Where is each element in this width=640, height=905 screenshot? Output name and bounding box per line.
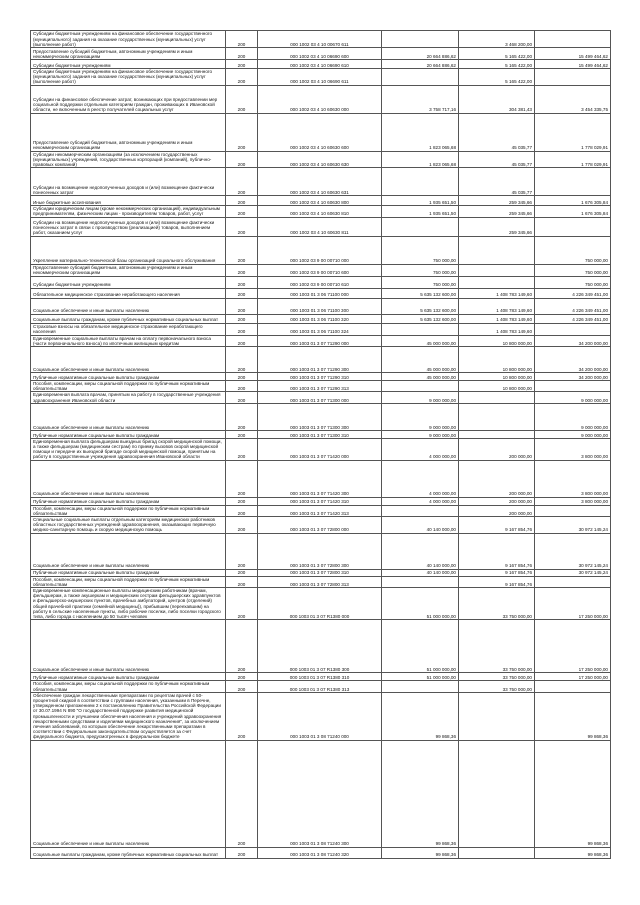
table-row — [31, 31, 611, 48]
row-kbk-code: 000 1002 03 4 10 60630 800 — [258, 196, 382, 206]
table-row — [31, 196, 611, 206]
row-code: 200 — [226, 151, 258, 168]
row-code: 200 — [226, 373, 258, 381]
row-name: Субсидии некоммерческим организациям (за исключением государственных (муниципальных) учреждений, государственных корпораций (компаний), публично-правовых компаний) — [31, 151, 226, 168]
row-name: Субсидии на возмещение недополученных доходов и (или) возмещение фактически понесенных затрат в связи с производством (реализацией) товаров, выполнением работ, оказанием услуг — [31, 217, 226, 236]
row-kbk-code: 000 1003 01 3 07 71420 300 — [258, 460, 382, 497]
row-unexecuted-amount: 15 499 464,62 — [535, 60, 611, 69]
row-approved-amount: 51 000 000,00 — [382, 588, 459, 620]
row-approved-amount — [382, 168, 459, 196]
table-row — [31, 314, 611, 323]
row-code: 200 — [226, 323, 258, 335]
row-name: Обеспечение граждан лекарственными препаратами по рецептам врачей с 50-процентной скидкой в соответствии с группами населения, указанными в Перечне, утвержденном приложением 2 к постановлению Правительства Российской Федерации от 30.07.1994 N 890 "О государственной поддержке развития медицинской промышленности и улучшении обеспечения населения и учреждений здравоохранения лекарственными средствами и изделиями медицинского назначения", за исключением лечения заболеваний, по которым обеспечение лекарственными препаратами в соответствии с Федеральным законодательством осуществляется за счет федерального бюджета, предусмотренных в федеральном бюджете — [31, 692, 226, 740]
row-unexecuted-amount: 1 778 029,91 — [535, 151, 611, 168]
row-kbk-code: 000 1002 03 4 10 06690 611 — [258, 69, 382, 86]
row-name: Иные бюджетные ассигнования — [31, 196, 226, 206]
row-executed-amount — [459, 276, 535, 288]
row-approved-amount: 20 664 886,62 — [382, 48, 459, 60]
row-name: Социальное обеспечение и иные выплаты населению — [31, 533, 226, 569]
row-unexecuted-amount: 1 676 305,84 — [535, 196, 611, 206]
row-approved-amount: 1 823 065,68 — [382, 113, 459, 151]
row-code: 200 — [226, 460, 258, 497]
table-body — [31, 31, 611, 859]
row-kbk-code: 000 1002 03 9 00 00710 600 — [258, 264, 382, 276]
row-code: 200 — [226, 314, 258, 323]
row-executed-amount: 259 345,66 — [459, 217, 535, 236]
row-unexecuted-amount: 750 000,00 — [535, 276, 611, 288]
table-row — [31, 403, 611, 430]
row-kbk-code: 000 1003 01 3 08 71240 000 — [258, 692, 382, 740]
row-code: 200 — [226, 69, 258, 86]
row-approved-amount: 9 000 000,00 — [382, 430, 459, 438]
row-name: Единовременная выплата фельдшерам выездных бригад скорой медицинской помощи, а также фельдшерам (медицинским сестрам) по приему вызовов скорой медицинской помощи и передаче их выездной бригаде скорой медицинской помощи, принятым на работу в государственные учреждения здравоохранения Ивановской области — [31, 438, 226, 460]
row-unexecuted-amount: 34 200 000,00 — [535, 347, 611, 373]
table-row — [31, 335, 611, 346]
row-kbk-code: 000 1003 01 3 08 71240 320 — [258, 847, 382, 858]
row-approved-amount — [382, 681, 459, 692]
row-executed-amount — [459, 740, 535, 847]
row-code: 200 — [226, 438, 258, 460]
row-unexecuted-amount: 3 454 335,75 — [535, 85, 611, 113]
table-row — [31, 505, 611, 516]
row-code: 200 — [226, 588, 258, 620]
row-name: Предоставление субсидий бюджетным, автономным учреждениям и иным некоммерческим организациям — [31, 264, 226, 276]
row-approved-amount: 4 000 000,00 — [382, 460, 459, 497]
table-row — [31, 298, 611, 314]
row-approved-amount: 40 140 000,00 — [382, 517, 459, 534]
row-kbk-code: 000 1002 03 4 10 60630 600 — [258, 113, 382, 151]
row-kbk-code: 000 1003 01 3 07 71300 310 — [258, 430, 382, 438]
row-unexecuted-amount — [535, 69, 611, 86]
row-code: 200 — [226, 264, 258, 276]
table-row — [31, 347, 611, 373]
row-code: 200 — [226, 403, 258, 430]
table-row — [31, 323, 611, 335]
row-name: Единовременные социальные выплаты врачам на оплату первоначального взноса (части первоначального взноса) по ипотечным жилищным кредитам — [31, 335, 226, 346]
row-code: 200 — [226, 236, 258, 264]
table-row — [31, 151, 611, 168]
row-executed-amount: 9 167 854,76 — [459, 533, 535, 569]
row-name: Публичные нормативные социальные выплаты гражданам — [31, 373, 226, 381]
row-kbk-code: 000 1002 03 4 10 60630 630 — [258, 151, 382, 168]
row-kbk-code: 000 1002 03 9 00 00710 610 — [258, 276, 382, 288]
row-name: Предоставление субсидий бюджетным, автономным учреждениям и иным некоммерческим организациям — [31, 48, 226, 60]
row-name: Публичные нормативные социальные выплаты гражданам — [31, 569, 226, 576]
row-unexecuted-amount: 99 868,36 — [535, 740, 611, 847]
row-code: 200 — [226, 113, 258, 151]
row-name: Социальное обеспечение и иные выплаты населению — [31, 460, 226, 497]
row-executed-amount — [459, 692, 535, 740]
row-approved-amount: 4 000 000,00 — [382, 497, 459, 505]
row-approved-amount: 5 635 132 600,00 — [382, 298, 459, 314]
row-executed-amount: 259 345,66 — [459, 196, 535, 206]
row-approved-amount: 1 823 065,68 — [382, 151, 459, 168]
table-row — [31, 217, 611, 236]
row-name: Страховые взносы на обязательное медицинское страхование неработающего населения — [31, 323, 226, 335]
row-kbk-code: 000 1003 01 3 06 71100 320 — [258, 314, 382, 323]
row-unexecuted-amount — [535, 323, 611, 335]
row-name: Социальное обеспечение и иные выплаты населению — [31, 347, 226, 373]
row-name: Социальное обеспечение и иные выплаты населению — [31, 403, 226, 430]
table-row — [31, 460, 611, 497]
row-kbk-code: 000 1003 01 3 07 71300 000 — [258, 392, 382, 403]
row-approved-amount: 40 140 000,00 — [382, 533, 459, 569]
row-kbk-code: 000 1003 01 3 07 R1380 300 — [258, 620, 382, 673]
row-code: 200 — [226, 620, 258, 673]
row-unexecuted-amount: 17 250 000,00 — [535, 588, 611, 620]
row-name: Пособия, компенсации, меры социальной поддержки по публичным нормативным обязательствам — [31, 505, 226, 516]
row-executed-amount: 45 035,77 — [459, 151, 535, 168]
row-kbk-code: 000 1003 01 3 07 R1380 310 — [258, 673, 382, 681]
row-name: Специальные социальные выплаты отдельным категориям медицинских работников областных государственных учреждений здравоохранения, оказывающих первичную медико-санитарную помощь и скорую медицинскую помощь — [31, 517, 226, 534]
row-kbk-code: 000 1002 03 4 10 06690 610 — [258, 60, 382, 69]
row-name: Социальное обеспечение и иные выплаты населению — [31, 740, 226, 847]
table-row — [31, 288, 611, 298]
row-code: 200 — [226, 85, 258, 113]
row-code: 200 — [226, 681, 258, 692]
row-unexecuted-amount: 4 226 349 451,00 — [535, 314, 611, 323]
row-unexecuted-amount: 750 000,00 — [535, 264, 611, 276]
row-name: Субсидии на возмещение недополученных доходов и (или) возмещение фактически понесенных затрат — [31, 168, 226, 196]
row-kbk-code: 000 1003 01 3 06 71100 000 — [258, 288, 382, 298]
row-unexecuted-amount: 30 972 145,24 — [535, 517, 611, 534]
row-name: Пособия, компенсации, меры социальной поддержки по публичным нормативным обязательствам — [31, 381, 226, 392]
row-executed-amount: 45 035,77 — [459, 168, 535, 196]
row-code: 200 — [226, 48, 258, 60]
row-approved-amount: 40 140 000,00 — [382, 569, 459, 576]
row-unexecuted-amount: 30 972 145,24 — [535, 533, 611, 569]
table-row — [31, 85, 611, 113]
row-executed-amount: 200 000,00 — [459, 438, 535, 460]
row-code: 200 — [226, 740, 258, 847]
table-row — [31, 692, 611, 740]
row-approved-amount — [382, 31, 459, 48]
row-code: 200 — [226, 392, 258, 403]
row-name: Субсидии на финансовое обеспечение затрат, возникающих при предоставлении мер социальной поддержки отдельным категориям граждан, проживающих в Ивановской области, не включенным в реестр получателей социальных услуг — [31, 85, 226, 113]
row-code: 200 — [226, 206, 258, 217]
row-name: Субсидии юридическим лицам (кроме некоммерческих организаций), индивидуальным предпринимателям, физическим лицам - производителям товаров, работ, услуг — [31, 206, 226, 217]
row-approved-amount: 750 000,00 — [382, 264, 459, 276]
row-name: Пособия, компенсации, меры социальной поддержки по публичным нормативным обязательствам — [31, 681, 226, 692]
row-executed-amount: 200 000,00 — [459, 505, 535, 516]
row-name: Субсидии бюджетным учреждениям на финансовое обеспечение государственного (муниципального) задания на оказание государственных (муниципальных) услуг (выполнение работ) — [31, 31, 226, 48]
row-kbk-code: 000 1003 01 3 07 71290 300 — [258, 347, 382, 373]
table-row — [31, 673, 611, 681]
row-unexecuted-amount: 1 676 305,84 — [535, 206, 611, 217]
row-kbk-code: 000 1002 03 4 10 00670 611 — [258, 31, 382, 48]
row-approved-amount: 5 635 132 600,00 — [382, 314, 459, 323]
row-code: 200 — [226, 673, 258, 681]
row-approved-amount: 99 868,36 — [382, 847, 459, 858]
row-code: 200 — [226, 60, 258, 69]
row-code: 200 — [226, 847, 258, 858]
row-kbk-code: 000 1003 01 3 06 71100 300 — [258, 298, 382, 314]
row-unexecuted-amount: 99 868,36 — [535, 692, 611, 740]
table-row — [31, 517, 611, 534]
row-kbk-code: 000 1002 03 9 00 00710 000 — [258, 236, 382, 264]
row-approved-amount: 20 664 886,62 — [382, 60, 459, 69]
row-unexecuted-amount — [535, 168, 611, 196]
table-row — [31, 69, 611, 86]
row-executed-amount: 10 800 000,00 — [459, 347, 535, 373]
budget-execution-table — [30, 30, 611, 859]
row-kbk-code: 000 1002 03 4 10 06690 600 — [258, 48, 382, 60]
row-approved-amount: 4 000 000,00 — [382, 438, 459, 460]
row-unexecuted-amount — [535, 505, 611, 516]
row-executed-amount: 33 750 000,00 — [459, 620, 535, 673]
row-name: Социальные выплаты гражданам, кроме публичных нормативных социальных выплат — [31, 847, 226, 858]
row-unexecuted-amount: 34 200 000,00 — [535, 373, 611, 381]
row-code: 200 — [226, 692, 258, 740]
row-name: Субсидии бюджетным учреждениям на финансовое обеспечение государственного (муниципального) задания на оказание государственных (муниципальных) услуг (выполнение работ) — [31, 69, 226, 86]
row-approved-amount: 99 868,36 — [382, 740, 459, 847]
row-executed-amount: 33 750 000,00 — [459, 673, 535, 681]
table-row — [31, 576, 611, 587]
row-executed-amount: 5 165 422,00 — [459, 69, 535, 86]
row-unexecuted-amount: 3 800 000,00 — [535, 438, 611, 460]
row-code: 200 — [226, 347, 258, 373]
row-kbk-code: 000 1003 01 3 08 71240 300 — [258, 740, 382, 847]
row-unexecuted-amount: 3 800 000,00 — [535, 460, 611, 497]
table-row — [31, 48, 611, 60]
row-executed-amount: 5 165 422,00 — [459, 60, 535, 69]
table-row — [31, 681, 611, 692]
row-unexecuted-amount: 17 250 000,00 — [535, 620, 611, 673]
row-executed-amount: 10 800 000,00 — [459, 381, 535, 392]
row-unexecuted-amount: 1 778 029,91 — [535, 113, 611, 151]
row-kbk-code: 000 1002 03 4 10 60630 811 — [258, 217, 382, 236]
table-row — [31, 497, 611, 505]
table-row — [31, 430, 611, 438]
row-kbk-code: 000 1003 01 3 07 72800 310 — [258, 569, 382, 576]
row-name: Публичные нормативные социальные выплаты гражданам — [31, 497, 226, 505]
row-approved-amount: 45 000 000,00 — [382, 335, 459, 346]
row-kbk-code: 000 1003 01 3 07 R1380 313 — [258, 681, 382, 692]
row-kbk-code: 000 1003 01 3 07 71300 300 — [258, 403, 382, 430]
row-unexecuted-amount: 30 972 145,24 — [535, 569, 611, 576]
row-code: 200 — [226, 298, 258, 314]
row-code: 200 — [226, 31, 258, 48]
row-executed-amount: 33 750 000,00 — [459, 681, 535, 692]
row-executed-amount: 45 035,77 — [459, 113, 535, 151]
row-name: Субсидии бюджетным учреждениям — [31, 60, 226, 69]
row-kbk-code: 000 1003 01 3 07 71420 313 — [258, 505, 382, 516]
row-unexecuted-amount — [535, 31, 611, 48]
row-executed-amount: 10 800 000,00 — [459, 373, 535, 381]
table-row — [31, 533, 611, 569]
row-executed-amount: 259 345,66 — [459, 206, 535, 217]
row-approved-amount: 51 000 000,00 — [382, 673, 459, 681]
row-unexecuted-amount — [535, 681, 611, 692]
row-name: Социальное обеспечение и иные выплаты населению — [31, 620, 226, 673]
row-executed-amount: 200 000,00 — [459, 497, 535, 505]
row-code: 200 — [226, 288, 258, 298]
table-row — [31, 847, 611, 858]
row-approved-amount: 99 868,36 — [382, 692, 459, 740]
row-unexecuted-amount: 4 226 349 451,00 — [535, 288, 611, 298]
row-approved-amount: 1 935 651,50 — [382, 196, 459, 206]
table-row — [31, 381, 611, 392]
table-row — [31, 438, 611, 460]
row-approved-amount — [382, 217, 459, 236]
row-approved-amount: 9 000 000,00 — [382, 403, 459, 430]
row-approved-amount: 5 635 132 600,00 — [382, 288, 459, 298]
row-executed-amount: 1 408 783 149,60 — [459, 298, 535, 314]
row-executed-amount: 33 750 000,00 — [459, 588, 535, 620]
table-row — [31, 740, 611, 847]
row-kbk-code: 000 1003 01 3 07 72800 313 — [258, 576, 382, 587]
row-approved-amount — [382, 69, 459, 86]
row-code: 200 — [226, 217, 258, 236]
row-approved-amount: 51 000 000,00 — [382, 620, 459, 673]
row-kbk-code: 000 1002 03 4 10 60630 810 — [258, 206, 382, 217]
row-name: Пособия, компенсации, меры социальной поддержки по публичным нормативным обязательствам — [31, 576, 226, 587]
row-approved-amount: 1 935 651,50 — [382, 206, 459, 217]
row-unexecuted-amount: 17 250 000,00 — [535, 673, 611, 681]
table-row — [31, 236, 611, 264]
row-executed-amount — [459, 236, 535, 264]
row-unexecuted-amount: 99 868,36 — [535, 847, 611, 858]
row-executed-amount: 1 408 783 149,60 — [459, 288, 535, 298]
table-row — [31, 113, 611, 151]
table-row — [31, 620, 611, 673]
row-approved-amount: 9 000 000,00 — [382, 392, 459, 403]
row-name: Публичные нормативные социальные выплаты гражданам — [31, 430, 226, 438]
table-row — [31, 588, 611, 620]
row-unexecuted-amount: 750 000,00 — [535, 236, 611, 264]
table-row — [31, 264, 611, 276]
row-name: Социальное обеспечение и иные выплаты населению — [31, 298, 226, 314]
row-name: Субсидии бюджетным учреждениям — [31, 276, 226, 288]
row-kbk-code: 000 1003 01 3 07 71290 000 — [258, 335, 382, 346]
row-code: 200 — [226, 517, 258, 534]
row-name: Обязательное медицинское страхование неработающего населения — [31, 288, 226, 298]
row-executed-amount: 5 165 422,00 — [459, 48, 535, 60]
row-executed-amount — [459, 392, 535, 403]
table-row — [31, 276, 611, 288]
row-name: Предоставление субсидий бюджетным, автономным учреждениям и иным некоммерческим организациям — [31, 113, 226, 151]
table-row — [31, 60, 611, 69]
row-code: 200 — [226, 569, 258, 576]
row-kbk-code: 000 1003 01 3 07 71290 310 — [258, 373, 382, 381]
row-executed-amount — [459, 847, 535, 858]
row-approved-amount: 750 000,00 — [382, 236, 459, 264]
row-code: 200 — [226, 168, 258, 196]
row-name: Укрепление материально-технической базы организаций социального обслуживания — [31, 236, 226, 264]
row-kbk-code: 000 1002 03 4 10 60630 000 — [258, 85, 382, 113]
row-code: 200 — [226, 196, 258, 206]
row-kbk-code: 000 1003 01 3 06 71100 324 — [258, 323, 382, 335]
row-code: 200 — [226, 576, 258, 587]
row-code: 200 — [226, 533, 258, 569]
row-kbk-code: 000 1003 01 3 07 71420 310 — [258, 497, 382, 505]
row-unexecuted-amount — [535, 576, 611, 587]
row-code: 200 — [226, 497, 258, 505]
row-executed-amount — [459, 264, 535, 276]
row-code: 200 — [226, 381, 258, 392]
row-kbk-code: 000 1003 01 3 07 71290 313 — [258, 381, 382, 392]
row-executed-amount: 1 408 783 149,60 — [459, 314, 535, 323]
table-row — [31, 373, 611, 381]
row-unexecuted-amount: 3 800 000,00 — [535, 497, 611, 505]
row-executed-amount: 3 468 200,00 — [459, 31, 535, 48]
row-executed-amount: 9 167 854,76 — [459, 569, 535, 576]
row-kbk-code: 000 1003 01 3 07 72800 000 — [258, 517, 382, 534]
row-unexecuted-amount — [535, 217, 611, 236]
row-unexecuted-amount: 15 499 464,62 — [535, 48, 611, 60]
row-approved-amount: 750 000,00 — [382, 276, 459, 288]
row-name: Публичные нормативные социальные выплаты гражданам — [31, 673, 226, 681]
row-unexecuted-amount: 4 226 349 451,00 — [535, 298, 611, 314]
row-approved-amount: 45 000 000,00 — [382, 347, 459, 373]
row-kbk-code: 000 1003 01 3 07 72800 300 — [258, 533, 382, 569]
row-kbk-code: 000 1003 01 3 07 R1380 000 — [258, 588, 382, 620]
row-approved-amount — [382, 576, 459, 587]
row-kbk-code: 000 1003 01 3 07 71420 000 — [258, 438, 382, 460]
table-row — [31, 206, 611, 217]
row-executed-amount — [459, 430, 535, 438]
row-executed-amount: 200 000,00 — [459, 460, 535, 497]
table-row — [31, 392, 611, 403]
row-code: 200 — [226, 505, 258, 516]
row-kbk-code: 000 1002 03 4 10 60630 631 — [258, 168, 382, 196]
row-executed-amount: 9 167 854,76 — [459, 576, 535, 587]
row-executed-amount: 10 800 000,00 — [459, 335, 535, 346]
row-code: 200 — [226, 430, 258, 438]
row-approved-amount: 3 758 717,16 — [382, 85, 459, 113]
row-executed-amount: 1 408 783 149,60 — [459, 323, 535, 335]
row-name: Социальные выплаты гражданам, кроме публичных нормативных социальных выплат — [31, 314, 226, 323]
row-unexecuted-amount: 9 000 000,00 — [535, 403, 611, 430]
row-code: 200 — [226, 276, 258, 288]
row-name: Единовременные компенсационные выплаты медицинским работникам (врачам, фельдшерам, а также акушеркам и медицинским сестрам фельдшерских здравпунктов и фельдшерско-акушерских пунктов, врачебных амбулаторий, центров (отделений) общей врачебной практики (семейной медицины)), прибывшим (переехавшим) на работу в сельские населенные пункты, либо рабочие поселки, либо поселки городского типа, либо города с населением до 50 тысяч человек — [31, 588, 226, 620]
table-row — [31, 569, 611, 576]
row-name: Единовременная выплата врачам, принятым на работу в государственные учреждения здравоохранения Ивановской области — [31, 392, 226, 403]
row-code: 200 — [226, 335, 258, 346]
row-unexecuted-amount: 9 000 000,00 — [535, 430, 611, 438]
table-row — [31, 168, 611, 196]
row-executed-amount — [459, 403, 535, 430]
row-unexecuted-amount: 34 200 000,00 — [535, 335, 611, 346]
row-approved-amount — [382, 505, 459, 516]
row-executed-amount: 9 167 854,76 — [459, 517, 535, 534]
row-approved-amount — [382, 323, 459, 335]
row-executed-amount: 304 381,43 — [459, 85, 535, 113]
row-unexecuted-amount: 9 000 000,00 — [535, 392, 611, 403]
row-approved-amount — [382, 381, 459, 392]
row-approved-amount: 45 000 000,00 — [382, 373, 459, 381]
row-unexecuted-amount — [535, 381, 611, 392]
